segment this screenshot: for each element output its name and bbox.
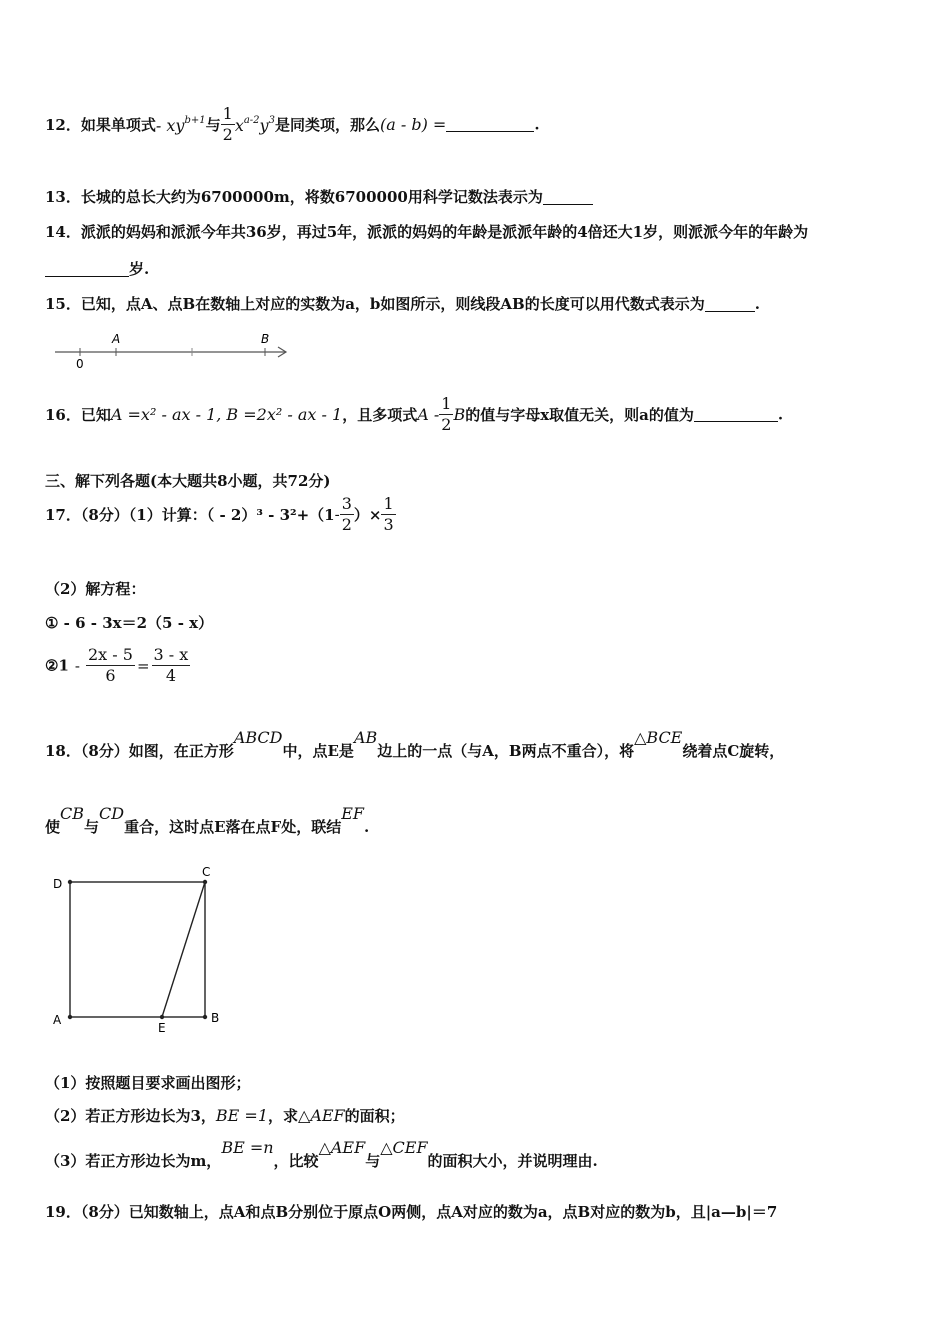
number-line-figure — [50, 326, 295, 372]
label-a: A — [53, 1013, 62, 1027]
fraction-3-2: $\frac{3}{2}$ — [341, 494, 352, 534]
question-18-part-1: （1）按照题目要求画出图形； — [45, 1074, 251, 1092]
question-16: 16．已知A =x² - ax - 1, B =2x² - ax - 1，且多项式A - $\frac{1}{2}$ B的值与字母x取值无关，则a的值为 . — [45, 394, 784, 434]
label-zero: 0 — [76, 357, 84, 371]
question-14: 14．派派的妈妈和派派今年共36岁，再过5年，派派的妈妈的年龄是派派年龄的4倍还大1岁，则派派今年的年龄为 — [45, 223, 809, 241]
question-18-part-3: （3）若正方形边长为m，BE =n，比较△AEF与△CEF的面积大小，并说明理由. — [45, 1138, 598, 1170]
square-figure — [45, 862, 235, 1034]
question-15: 15．已知，点A、点B在数轴上对应的实数为a，b如图所示，则线段AB的长度可以用代数式表示为 . — [45, 295, 760, 313]
section-3-title: 三、解下列各题(本大题共8小题，共72分) — [45, 472, 331, 490]
square-abcd — [70, 882, 205, 1017]
label-d: D — [53, 877, 63, 891]
label-e: E — [158, 1021, 166, 1034]
equation-1: ① - 6 - 3x＝2（5 - x） — [45, 614, 214, 632]
question-14-line-2: 岁. — [45, 258, 149, 279]
question-12: 12．如果单项式- $xy^{b+1}$与 $\frac{1}{2}$ $x^{a-2}y^3$是同类项，那么(a - b) = . — [45, 104, 540, 144]
point-e — [160, 1015, 164, 1019]
answer-blank — [705, 297, 755, 312]
point-d — [68, 880, 72, 884]
fraction-left: $\frac{2x - 5}{6}$ — [87, 645, 133, 685]
answer-blank — [446, 117, 534, 132]
monomial-1: - $xy^{b+1}$ — [155, 114, 206, 135]
fraction-half: $\frac{1}{2}$ — [222, 104, 233, 144]
fraction-right: $\frac{3 - x}{4}$ — [153, 645, 189, 685]
question-13: 13．长城的总长大约为6700000m，将数6700000用科学记数法表示为 — [45, 186, 593, 207]
question-18: 18．（8分）如图，在正方形ABCD中，点E是AB边上的一点（与A，B两点不重合），将△BCE绕着点C旋转， — [45, 728, 785, 760]
label-c: C — [202, 865, 211, 879]
monomial-2: $x^{a-2}y^3$ — [234, 114, 275, 135]
definition-a-b: A =x² - ax - 1, B =2x² - ax - 1 — [110, 405, 343, 424]
label-b: B — [261, 332, 270, 346]
question-19: 19．（8分）已知数轴上，点A和点B分别位于原点O两侧，点A对应的数为a，点B对应的数为b，且|a—b|＝7 — [45, 1203, 778, 1221]
answer-blank — [543, 190, 593, 205]
question-17-part-2: （2）解方程： — [45, 580, 146, 598]
point-c — [203, 880, 207, 884]
expression-a-minus-b: (a - b) = — [379, 115, 447, 134]
equation-2: ②1 - $\frac{2x - 5}{6}$ = $\frac{3 - x}{4}$ — [45, 645, 189, 685]
fraction-half: $\frac{1}{2}$ — [441, 394, 452, 434]
question-18-part-2: （2）若正方形边长为3，BE =1，求△AEF的面积； — [45, 1106, 405, 1125]
point-a — [68, 1015, 72, 1019]
fraction-1-3: $\frac{1}{3}$ — [383, 494, 394, 534]
answer-blank — [45, 262, 129, 277]
point-b — [203, 1015, 207, 1019]
label-a: A — [112, 332, 121, 346]
label-b: B — [211, 1011, 220, 1025]
question-17: 17．（8分）（1）计算：（ - 2）³ - 3²+（1- $\frac{3}{2}$ ）× $\frac{1}{3}$ — [45, 494, 394, 534]
segment-ce — [162, 882, 205, 1017]
answer-blank — [694, 407, 778, 422]
question-18-line-2: 使CB与CD重合，这时点E落在点F处，联结EF. — [45, 804, 370, 836]
